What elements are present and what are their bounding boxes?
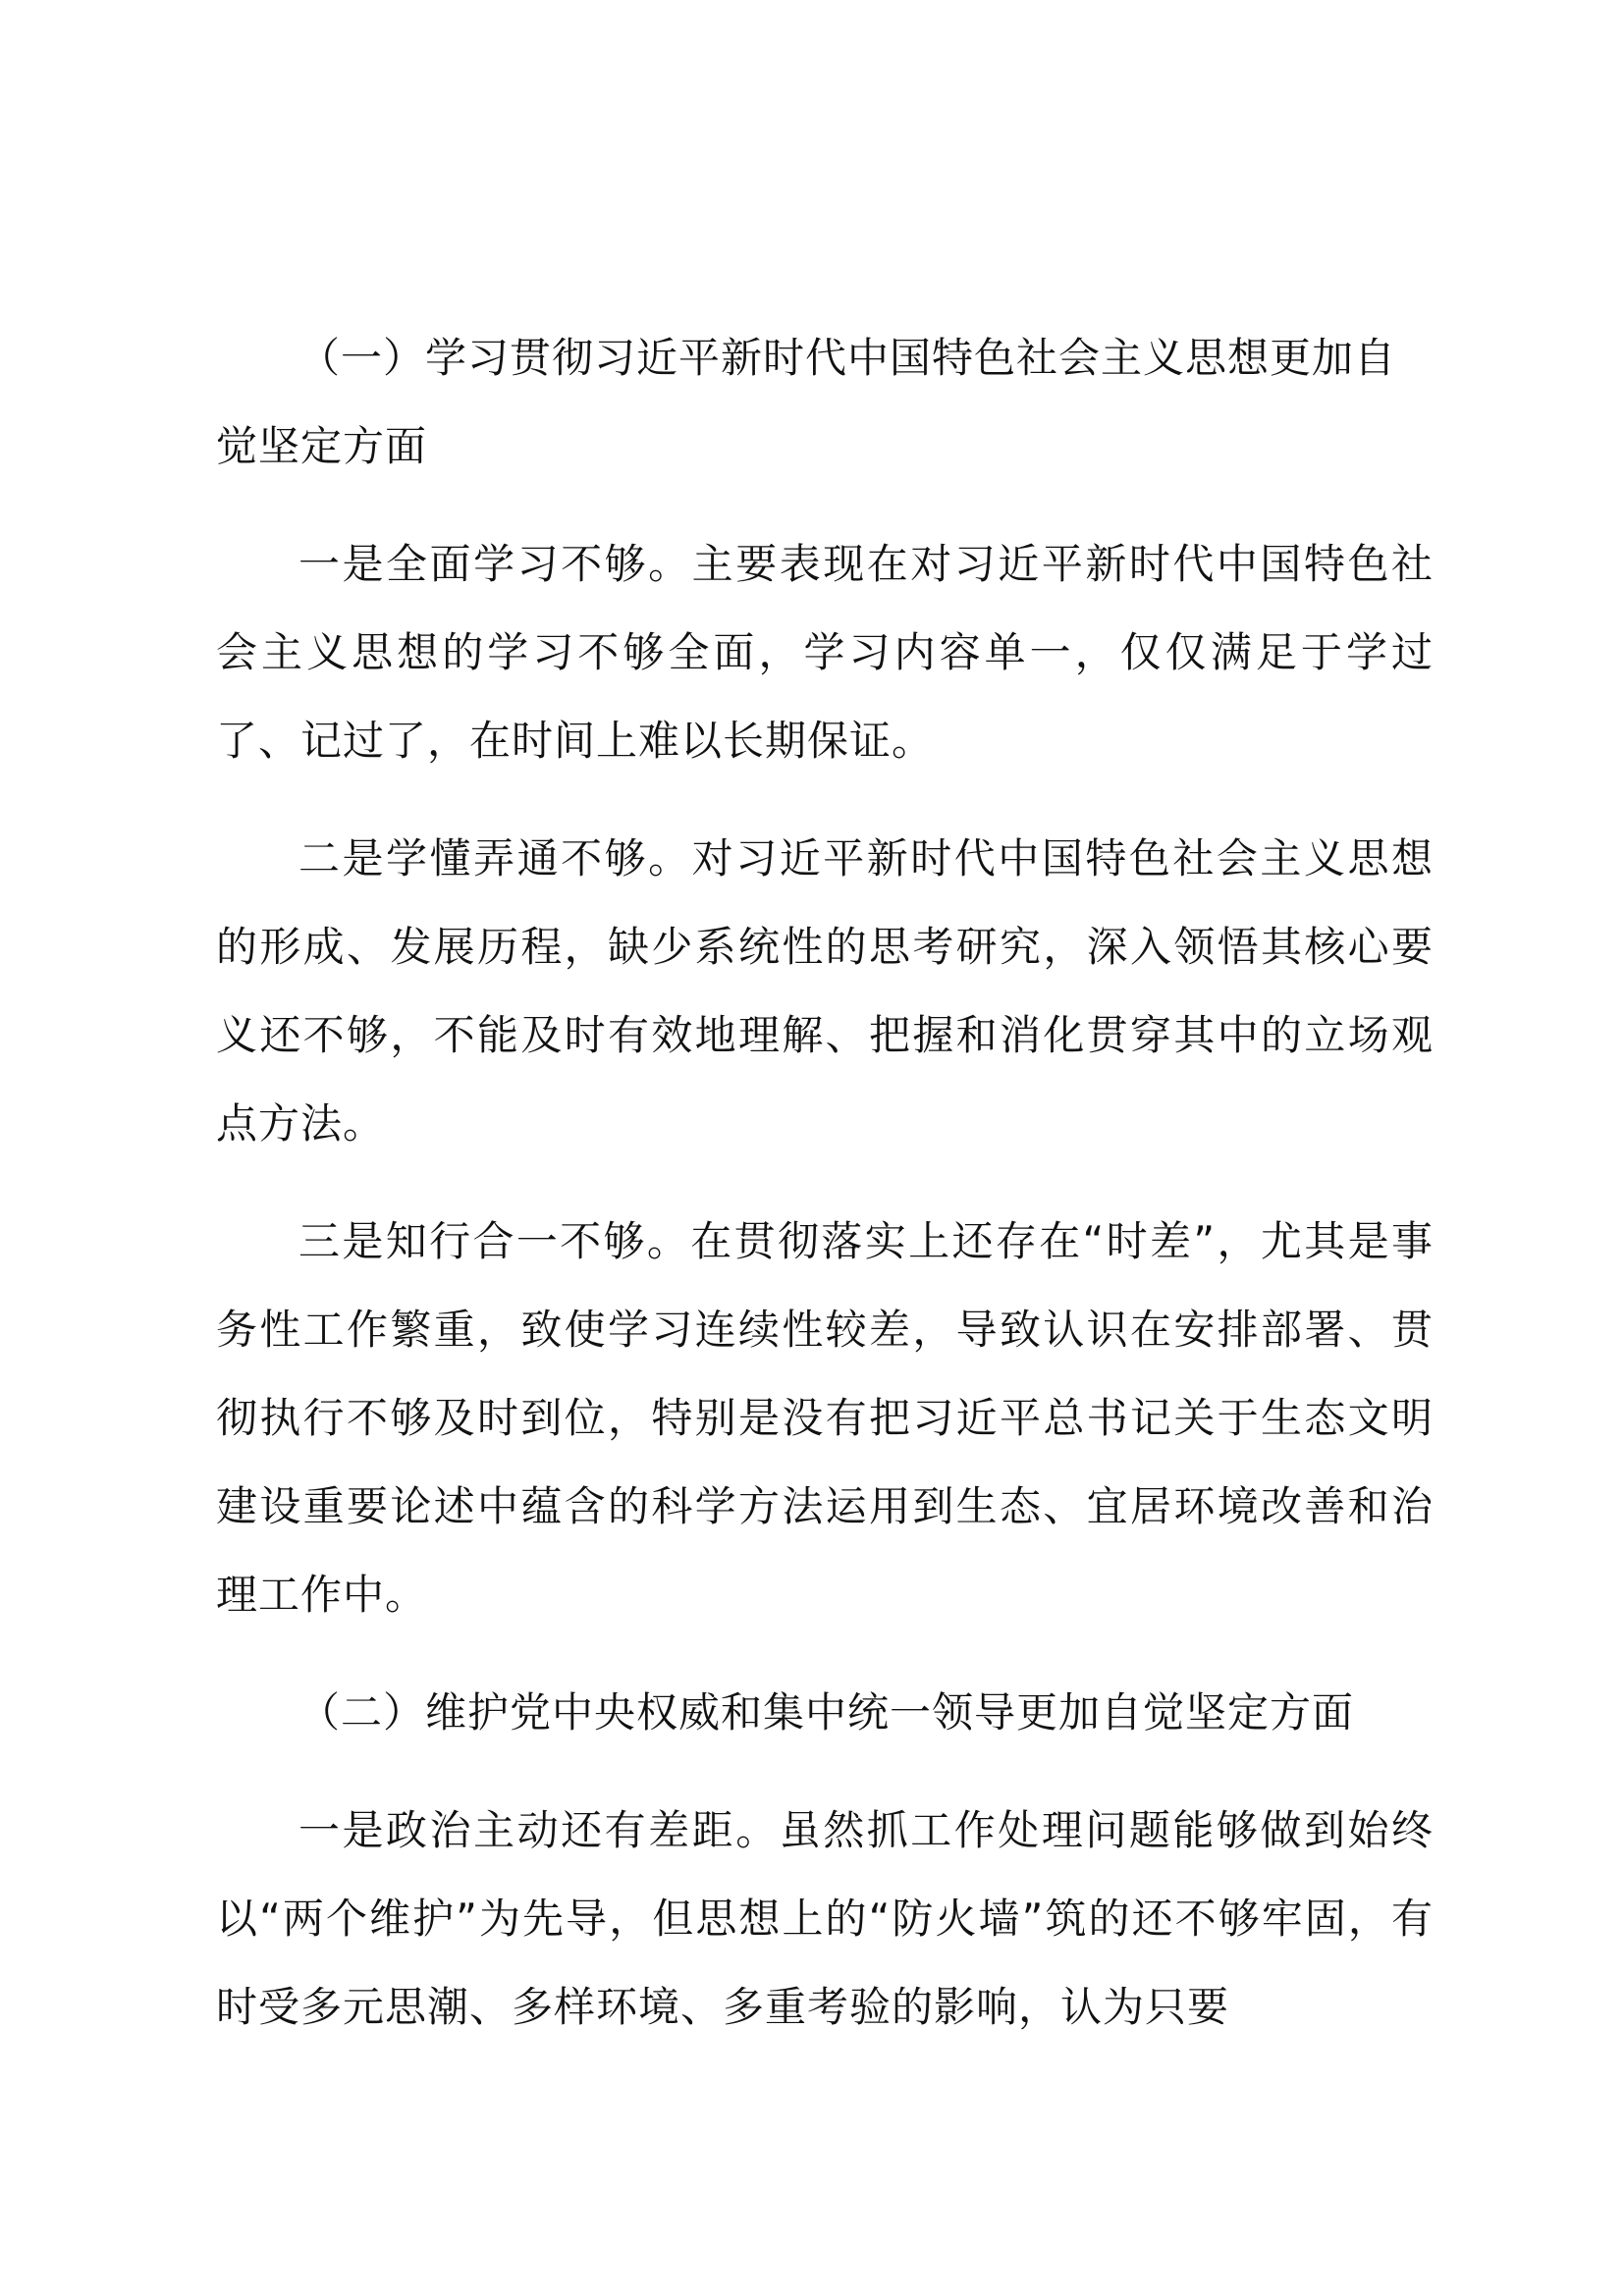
section-heading-2: （二）维护党中央权威和集中统一领导更加自觉坚定方面 [298,1688,1355,1736]
paragraph-1-1: 一是全面学习不够。主要表现在对习近平新时代中国特色社会主义思想的学习不够全面，学习内容单一，仅仅满足于学过了、记过了，在时间上难以长期保证。 [216,540,1434,765]
paragraph-2-1: 一是政治主动还有差距。虽然抓工作处理问题能够做到始终以“两个维护”为先导，但思想上的“防火墙”筑的还不够牢固，有时受多元思潮、多样环境、多重考验的影响，认为只要 [216,1806,1434,2031]
section-heading-1: （一）学习贯彻习近平新时代中国特色社会主义思想更加自觉坚定方面 [216,334,1397,470]
paragraph-1-3: 三是知行合一不够。在贯彻落实上还存在“时差”，尤其是事务性工作繁重，致使学习连续性较差，导致认识在安排部署、贯彻执行不够及时到位，特别是没有把习近平总书记关于生态文明建设重要论述中蕴含的科学方法运用到生态、宜居环境改善和治理工作中。 [216,1217,1434,1619]
document-body [216,314,1434,2081]
paragraph-1-2: 二是学懂弄通不够。对习近平新时代中国特色社会主义思想的形成、发展历程，缺少系统性的思考研究，深入领悟其核心要义还不够，不能及时有效地理解、把握和消化贯穿其中的立场观点方法。 [216,834,1434,1148]
